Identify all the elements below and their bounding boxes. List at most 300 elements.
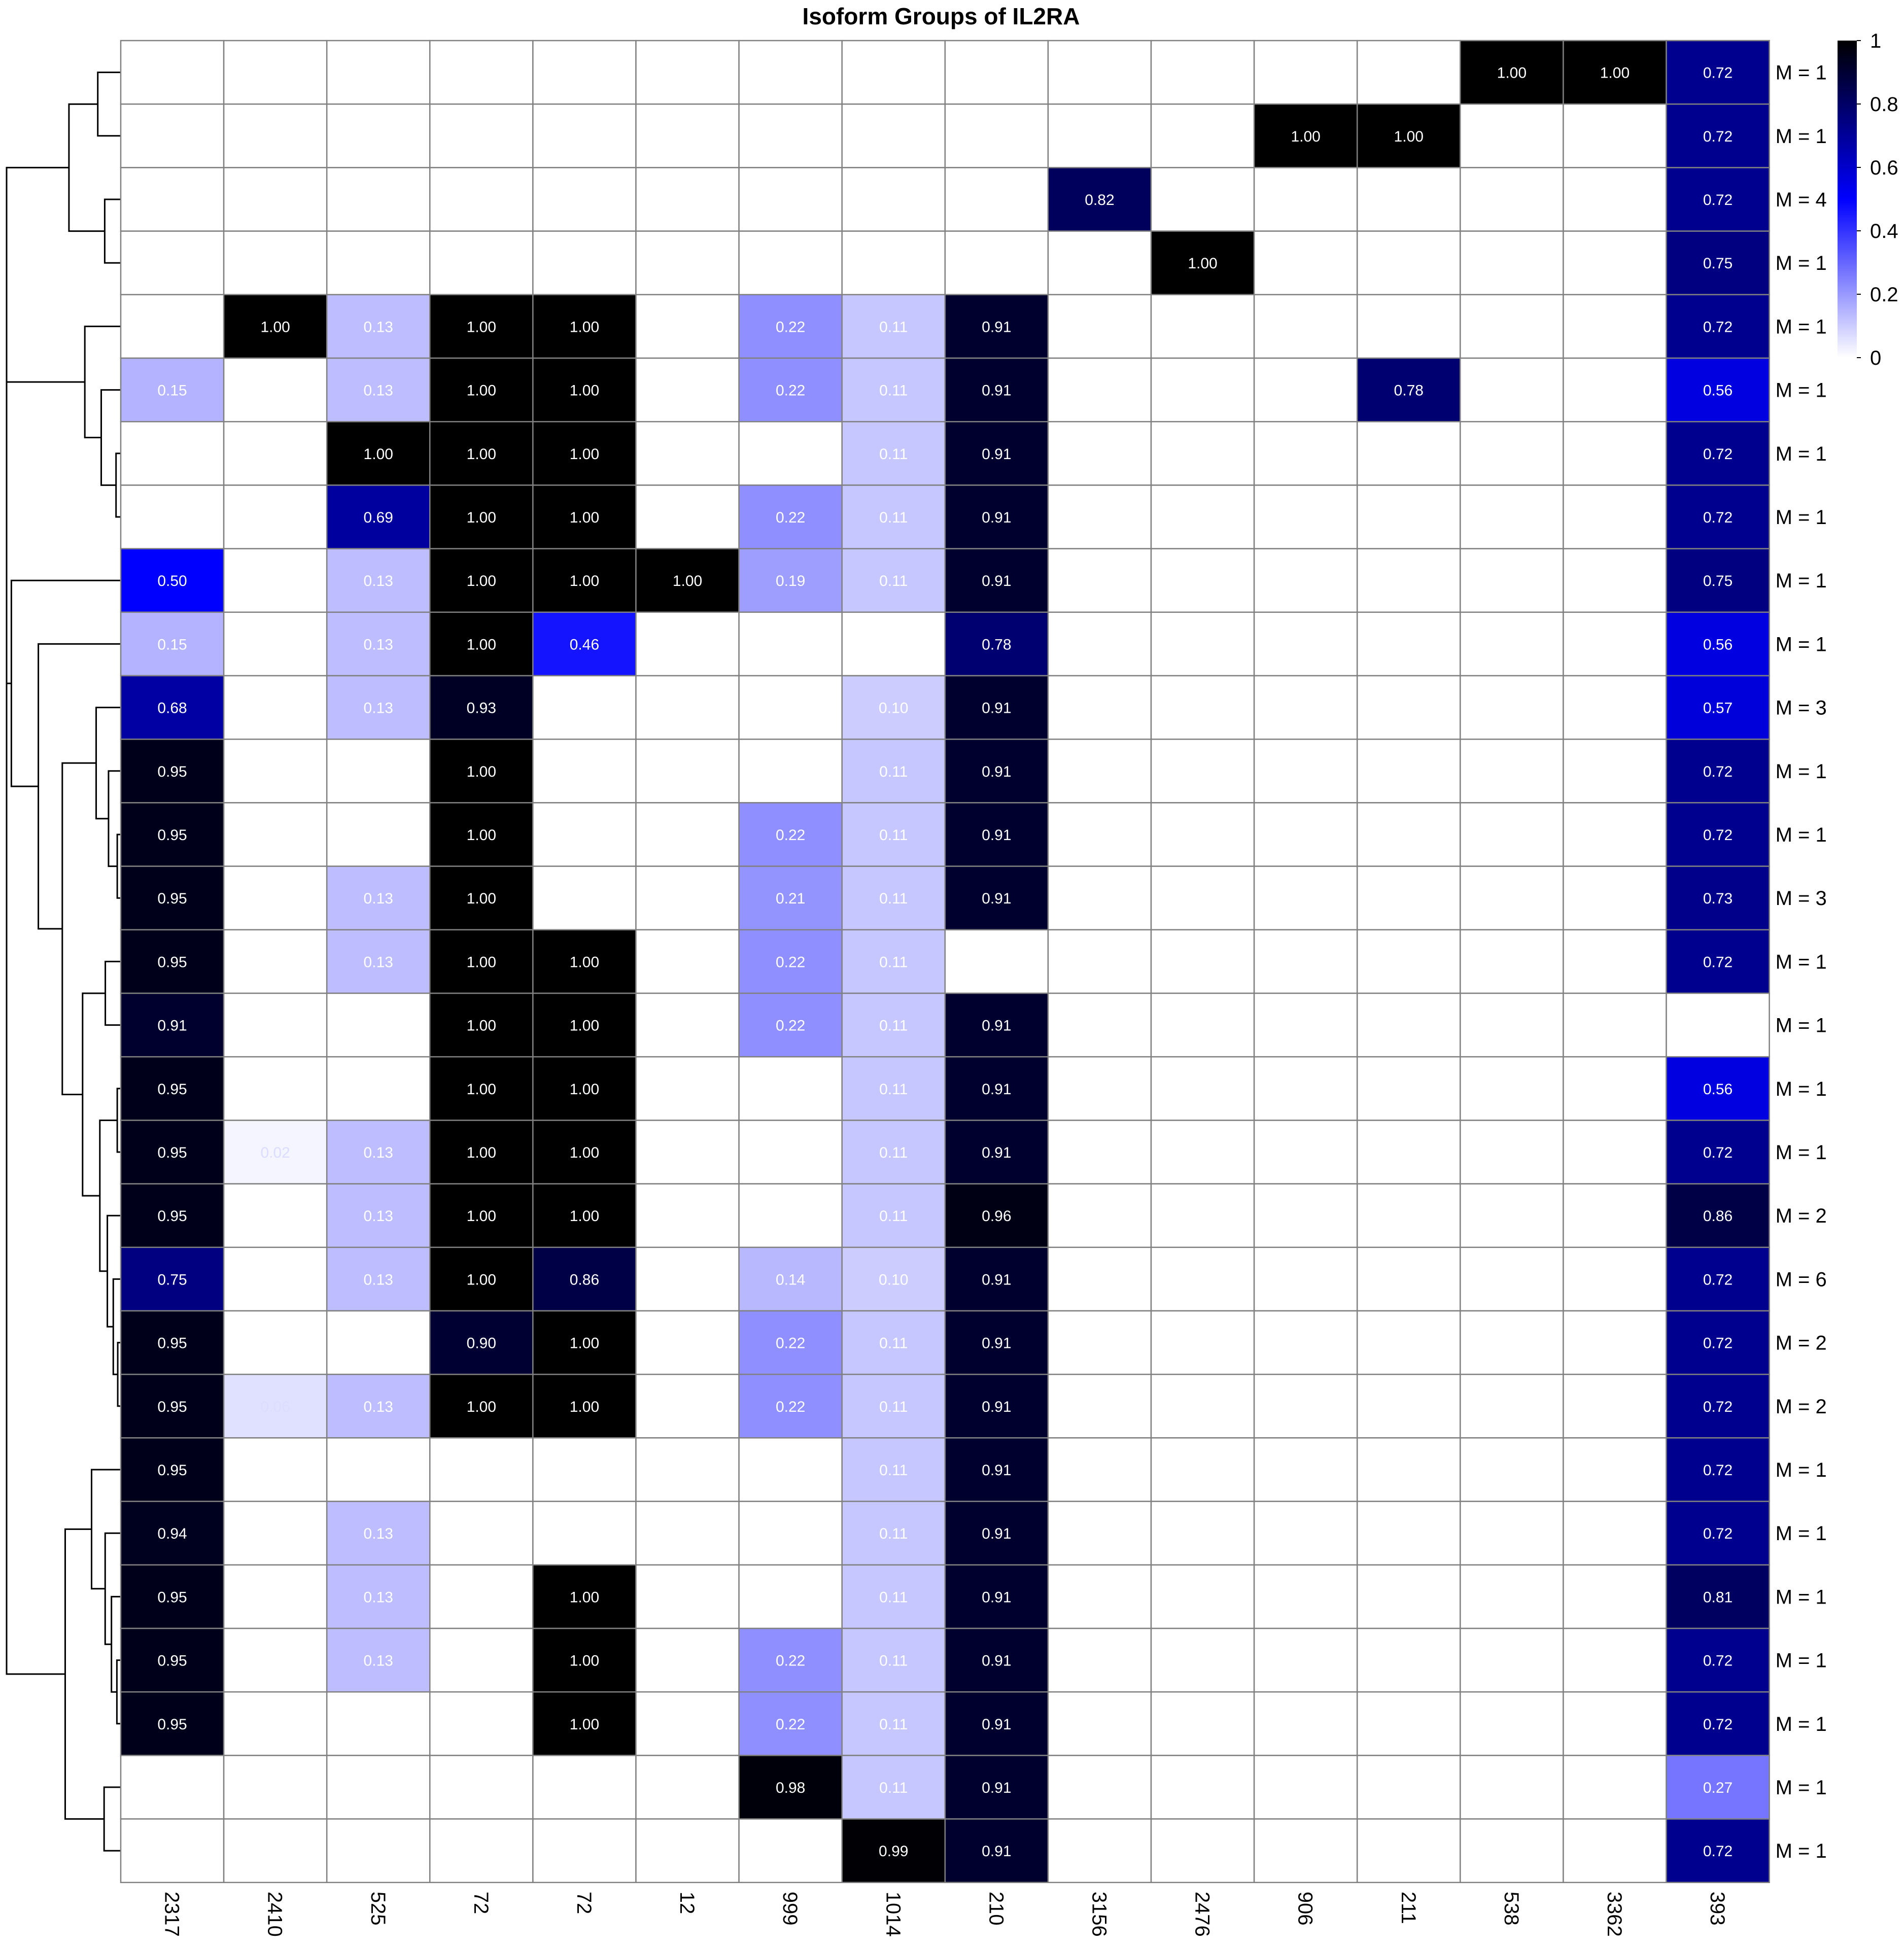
heatmap-cell bbox=[945, 167, 1048, 231]
cell-value-label: 0.22 bbox=[775, 1017, 806, 1034]
heatmap-cell bbox=[1357, 1628, 1460, 1692]
heatmap-cell bbox=[1151, 1057, 1254, 1120]
cell-value-label: 0.95 bbox=[157, 1144, 187, 1161]
heatmap-cell bbox=[1563, 1120, 1666, 1184]
heatmap-cell bbox=[1460, 549, 1563, 612]
heatmap-cell bbox=[1563, 1057, 1666, 1120]
heatmap-cell bbox=[1048, 1565, 1151, 1628]
heatmap-cell bbox=[1563, 1565, 1666, 1628]
heatmap-cell bbox=[636, 866, 739, 930]
row-label: M = 1 bbox=[1775, 1777, 1827, 1799]
heatmap-cell bbox=[1048, 358, 1151, 422]
cell-value-label: 0.78 bbox=[982, 636, 1012, 653]
heatmap-cell bbox=[636, 1438, 739, 1501]
cell-value-label: 0.72 bbox=[1703, 64, 1733, 82]
heatmap-cell bbox=[1048, 231, 1151, 295]
heatmap-cell bbox=[1563, 1247, 1666, 1311]
cell-value-label: 0.68 bbox=[157, 700, 187, 717]
cell-value-label: 0.95 bbox=[157, 1335, 187, 1352]
cell-value-label: 0.11 bbox=[879, 1462, 908, 1479]
heatmap-cell bbox=[327, 1755, 430, 1819]
heatmap-cell bbox=[533, 803, 636, 866]
heatmap-cell bbox=[1048, 1120, 1151, 1184]
dendrogram-branch bbox=[98, 73, 121, 136]
cell-value-label: 0.95 bbox=[157, 1081, 187, 1098]
heatmap-cell bbox=[1460, 993, 1563, 1057]
row-labels bbox=[1776, 62, 1827, 1863]
cell-value-label: 0.91 bbox=[982, 1398, 1012, 1415]
heatmap-cell bbox=[636, 612, 739, 676]
cell-value-label: 1.00 bbox=[569, 1335, 600, 1352]
color-legend bbox=[1838, 30, 1898, 369]
cell-value-label: 0.11 bbox=[879, 319, 908, 336]
cell-value-label: 0.11 bbox=[879, 382, 908, 399]
cell-value-label: 1.00 bbox=[466, 1017, 497, 1034]
heatmap-cell bbox=[1460, 1311, 1563, 1374]
dendrogram-branch bbox=[65, 1529, 104, 1819]
heatmap-cell bbox=[1048, 1438, 1151, 1501]
heatmap-cell bbox=[1151, 866, 1254, 930]
column-label: 1014 bbox=[882, 1891, 905, 1937]
heatmap-cell bbox=[1151, 295, 1254, 358]
column-label: 72 bbox=[572, 1891, 595, 1915]
row-label: M = 1 bbox=[1775, 379, 1827, 402]
cell-value-label: 0.56 bbox=[1703, 1081, 1733, 1098]
heatmap-cell bbox=[1563, 358, 1666, 422]
cell-value-label: 0.95 bbox=[157, 763, 187, 780]
heatmap-cell bbox=[1357, 1057, 1460, 1120]
cell-value-label: 0.11 bbox=[879, 1081, 908, 1098]
cell-value-label: 0.27 bbox=[1703, 1780, 1733, 1796]
heatmap-cell bbox=[1151, 41, 1254, 104]
heatmap-cell bbox=[739, 1438, 842, 1501]
heatmap-cell bbox=[121, 231, 224, 295]
heatmap-cell bbox=[1151, 104, 1254, 167]
heatmap-cell bbox=[1357, 295, 1460, 358]
cell-value-label: 0.78 bbox=[1394, 382, 1424, 399]
cell-value-label: 0.91 bbox=[982, 700, 1012, 717]
heatmap-cell bbox=[327, 41, 430, 104]
legend-tick-label: 0.6 bbox=[1870, 157, 1898, 179]
cell-value-label: 0.13 bbox=[363, 890, 393, 908]
heatmap-cell bbox=[533, 1755, 636, 1819]
heatmap-cell bbox=[1460, 866, 1563, 930]
heatmap-cell bbox=[1151, 1502, 1254, 1565]
cell-value-label: 0.13 bbox=[363, 954, 393, 971]
row-label: M = 1 bbox=[1775, 1077, 1827, 1100]
heatmap-cell bbox=[1151, 930, 1254, 993]
heatmap-cell bbox=[224, 1628, 327, 1692]
heatmap-cell bbox=[945, 104, 1048, 167]
dendrogram-branch bbox=[83, 993, 106, 1196]
cell-value-label: 1.00 bbox=[466, 763, 497, 780]
dendrogram-branch bbox=[105, 199, 121, 263]
cell-value-label: 0.95 bbox=[157, 1589, 187, 1606]
cell-value-label: 0.72 bbox=[1703, 1462, 1733, 1479]
cell-value-label: 0.57 bbox=[1703, 700, 1733, 717]
heatmap-cell bbox=[224, 167, 327, 231]
heatmap-cell bbox=[1357, 930, 1460, 993]
cell-value-label: 0.69 bbox=[363, 509, 393, 526]
heatmap-cell bbox=[121, 167, 224, 231]
cell-value-label: 0.15 bbox=[157, 382, 187, 399]
heatmap-cell bbox=[533, 866, 636, 930]
cell-value-label: 1.00 bbox=[1497, 64, 1527, 82]
heatmap-cell bbox=[430, 104, 533, 167]
heatmap-cell bbox=[1254, 1311, 1357, 1374]
heatmap-cell bbox=[121, 104, 224, 167]
cell-value-label: 0.81 bbox=[1703, 1589, 1733, 1606]
heatmap-cell bbox=[224, 485, 327, 548]
heatmap-cell bbox=[636, 1247, 739, 1311]
heatmap-cell bbox=[1048, 930, 1151, 993]
heatmap-cell bbox=[636, 104, 739, 167]
cell-value-label: 0.91 bbox=[982, 890, 1012, 908]
cell-value-label: 0.11 bbox=[879, 763, 908, 780]
heatmap-cell bbox=[1254, 485, 1357, 548]
cell-value-label: 0.72 bbox=[1703, 319, 1733, 336]
heatmap-cell bbox=[1667, 993, 1770, 1057]
heatmap-cell bbox=[1357, 1502, 1460, 1565]
cell-value-label: 0.11 bbox=[879, 1652, 908, 1670]
row-label: M = 1 bbox=[1775, 1586, 1827, 1609]
column-label: 999 bbox=[779, 1891, 802, 1926]
cell-value-label: 0.11 bbox=[879, 1716, 908, 1733]
heatmap-cell bbox=[1357, 866, 1460, 930]
heatmap-cell bbox=[1460, 1628, 1563, 1692]
heatmap-cell bbox=[430, 1628, 533, 1692]
heatmap-cell bbox=[1151, 549, 1254, 612]
heatmap-cell bbox=[224, 739, 327, 803]
row-label: M = 1 bbox=[1775, 442, 1827, 465]
cell-value-label: 0.13 bbox=[363, 1589, 393, 1606]
cell-value-label: 0.91 bbox=[982, 1017, 1012, 1034]
heatmap-cell bbox=[1048, 1755, 1151, 1819]
heatmap-cell bbox=[1048, 993, 1151, 1057]
heatmap-cell bbox=[636, 1755, 739, 1819]
heatmap-cell bbox=[224, 1819, 327, 1883]
heatmap-cell bbox=[327, 739, 430, 803]
dendrogram-branch bbox=[112, 1596, 121, 1692]
heatmap-cell bbox=[430, 1502, 533, 1565]
heatmap-cell bbox=[224, 866, 327, 930]
heatmap-cell bbox=[1460, 1374, 1563, 1438]
cell-value-label: 1.00 bbox=[466, 827, 497, 844]
heatmap-cell bbox=[224, 993, 327, 1057]
heatmap-cell bbox=[1254, 612, 1357, 676]
heatmap-cell bbox=[1563, 1819, 1666, 1883]
heatmap-cell bbox=[1151, 1374, 1254, 1438]
cell-value-label: 0.95 bbox=[157, 890, 187, 908]
heatmap-cell bbox=[533, 739, 636, 803]
heatmap-cell bbox=[1254, 1438, 1357, 1501]
heatmap-cell bbox=[945, 41, 1048, 104]
cell-value-label: 0.94 bbox=[157, 1525, 187, 1543]
cell-value-label: 1.00 bbox=[1188, 255, 1218, 272]
heatmap-cell bbox=[1151, 358, 1254, 422]
heatmap-cell bbox=[430, 41, 533, 104]
column-label: 210 bbox=[985, 1891, 1008, 1926]
heatmap-cell bbox=[636, 1819, 739, 1883]
row-label: M = 1 bbox=[1775, 951, 1827, 974]
heatmap-cell bbox=[1563, 1502, 1666, 1565]
heatmap-cell bbox=[1254, 1120, 1357, 1184]
cell-value-label: 1.00 bbox=[466, 1271, 497, 1289]
heatmap-cell bbox=[1151, 739, 1254, 803]
heatmap-cell bbox=[1048, 1692, 1151, 1755]
heatmap-cell bbox=[1151, 676, 1254, 739]
heatmap-cell bbox=[1563, 993, 1666, 1057]
cell-value-label: 0.22 bbox=[775, 382, 806, 399]
cell-value-label: 0.22 bbox=[775, 1335, 806, 1352]
heatmap-cell bbox=[1048, 739, 1151, 803]
cell-value-label: 0.91 bbox=[982, 319, 1012, 336]
heatmap-cell bbox=[224, 930, 327, 993]
heatmap-cell bbox=[1357, 1819, 1460, 1883]
heatmap-cell bbox=[1563, 1438, 1666, 1501]
heatmap-cell bbox=[636, 167, 739, 231]
cell-value-label: 0.72 bbox=[1703, 1271, 1733, 1289]
dendrogram-branch bbox=[108, 1215, 121, 1327]
cell-value-label: 1.00 bbox=[466, 636, 497, 653]
cell-value-label: 0.95 bbox=[157, 1462, 187, 1479]
heatmap-cell bbox=[1460, 1692, 1563, 1755]
column-label: 525 bbox=[366, 1891, 389, 1926]
cell-value-label: 0.11 bbox=[879, 954, 908, 971]
cell-value-label: 0.91 bbox=[982, 1144, 1012, 1161]
heatmap-cell bbox=[1460, 612, 1563, 676]
heatmap-cell bbox=[430, 167, 533, 231]
heatmap-cell bbox=[224, 1565, 327, 1628]
cell-value-label: 0.96 bbox=[982, 1208, 1012, 1225]
heatmap-cell bbox=[1048, 1502, 1151, 1565]
heatmap-cell bbox=[1254, 1565, 1357, 1628]
column-labels bbox=[161, 1892, 1729, 1937]
heatmap-cell bbox=[1460, 358, 1563, 422]
heatmap-cell bbox=[224, 1311, 327, 1374]
column-label: 72 bbox=[469, 1891, 492, 1915]
heatmap-cell bbox=[533, 167, 636, 231]
heatmap-cell bbox=[1151, 1184, 1254, 1247]
cell-value-label: 0.91 bbox=[982, 1525, 1012, 1543]
cell-value-label: 0.56 bbox=[1703, 636, 1733, 653]
heatmap-cell bbox=[327, 803, 430, 866]
heatmap-cell bbox=[224, 422, 327, 485]
cell-value-label: 0.50 bbox=[157, 573, 187, 590]
heatmap-cell bbox=[533, 1438, 636, 1501]
row-label: M = 1 bbox=[1775, 570, 1827, 593]
cell-value-label: 0.11 bbox=[879, 1780, 908, 1796]
heatmap-cell bbox=[1563, 930, 1666, 993]
cell-value-label: 0.15 bbox=[157, 636, 187, 653]
cell-value-label: 0.98 bbox=[775, 1780, 806, 1796]
heatmap-cell bbox=[1254, 1057, 1357, 1120]
cell-value-label: 1.00 bbox=[466, 954, 497, 971]
heatmap-cell bbox=[1357, 1692, 1460, 1755]
cell-value-label: 0.46 bbox=[569, 636, 600, 653]
heatmap-cell bbox=[327, 1311, 430, 1374]
cell-value-label: 0.99 bbox=[879, 1843, 909, 1860]
cell-value-label: 0.90 bbox=[466, 1335, 497, 1352]
legend-colorbar bbox=[1838, 41, 1857, 358]
row-label: M = 1 bbox=[1775, 1522, 1827, 1545]
heatmap-cell bbox=[1254, 993, 1357, 1057]
heatmap-cell bbox=[1563, 1628, 1666, 1692]
heatmap-cell bbox=[121, 1755, 224, 1819]
cell-value-label: 0.91 bbox=[982, 509, 1012, 526]
cell-value-label: 0.13 bbox=[363, 1525, 393, 1543]
column-label: 3156 bbox=[1088, 1891, 1111, 1937]
heatmap-cell bbox=[636, 1311, 739, 1374]
dendrogram-branch bbox=[101, 390, 121, 485]
row-label: M = 3 bbox=[1775, 697, 1827, 719]
heatmap-cell bbox=[121, 41, 224, 104]
cell-value-label: 1.00 bbox=[466, 319, 497, 336]
heatmap-cell bbox=[430, 1565, 533, 1628]
cell-value-label: 0.72 bbox=[1703, 1843, 1733, 1860]
heatmap-cell bbox=[1151, 1120, 1254, 1184]
cell-value-label: 0.19 bbox=[775, 573, 806, 590]
cell-value-label: 1.00 bbox=[466, 890, 497, 908]
heatmap-cell bbox=[1563, 676, 1666, 739]
cell-value-label: 1.00 bbox=[466, 1208, 497, 1225]
heatmap-cell bbox=[1048, 104, 1151, 167]
heatmap-cell bbox=[327, 167, 430, 231]
heatmap-cell bbox=[224, 104, 327, 167]
row-label: M = 1 bbox=[1775, 1141, 1827, 1164]
heatmap-cell bbox=[1460, 739, 1563, 803]
heatmap-cell bbox=[533, 1502, 636, 1565]
heatmap-cell bbox=[1048, 295, 1151, 358]
dendrogram-branch bbox=[69, 104, 105, 231]
cell-value-label: 0.91 bbox=[982, 1843, 1012, 1860]
cell-value-label: 0.95 bbox=[157, 954, 187, 971]
dendrogram-branch bbox=[7, 382, 85, 683]
chart-title: Isoform Groups of IL2RA bbox=[802, 3, 1080, 29]
heatmap-cell bbox=[1460, 1819, 1563, 1883]
legend-tick-label: 0 bbox=[1870, 347, 1882, 369]
heatmap-cell bbox=[1357, 1120, 1460, 1184]
heatmap-cell bbox=[1460, 930, 1563, 993]
cell-value-label: 0.75 bbox=[157, 1271, 187, 1289]
heatmap-cell bbox=[739, 1502, 842, 1565]
cell-value-label: 0.95 bbox=[157, 827, 187, 844]
cell-value-label: 0.72 bbox=[1703, 445, 1733, 463]
dendrogram-branch bbox=[85, 326, 121, 437]
heatmap-cell bbox=[1048, 1057, 1151, 1120]
cell-value-label: 0.72 bbox=[1703, 509, 1733, 526]
heatmap-cell bbox=[1357, 739, 1460, 803]
heatmap-cell bbox=[1460, 104, 1563, 167]
heatmap-cell bbox=[1048, 866, 1151, 930]
heatmap-cell bbox=[1254, 866, 1357, 930]
row-label: M = 1 bbox=[1775, 760, 1827, 783]
cell-value-label: 0.75 bbox=[1703, 573, 1733, 590]
heatmap-cell bbox=[636, 295, 739, 358]
cell-value-label: 0.91 bbox=[157, 1017, 187, 1034]
heatmap-cell bbox=[636, 41, 739, 104]
dendrogram-branch bbox=[11, 580, 121, 786]
heatmap-cell bbox=[1563, 803, 1666, 866]
dendrogram-branch bbox=[105, 1533, 121, 1644]
cell-value-label: 0.95 bbox=[157, 1716, 187, 1733]
cell-value-label: 1.00 bbox=[466, 445, 497, 463]
heatmap-cell bbox=[1460, 676, 1563, 739]
heatmap-cell bbox=[1254, 167, 1357, 231]
heatmap-cell bbox=[1254, 1692, 1357, 1755]
row-dendrogram bbox=[7, 73, 121, 1851]
heatmap-cell bbox=[430, 1438, 533, 1501]
heatmap-cell bbox=[1151, 1565, 1254, 1628]
cell-value-label: 0.91 bbox=[982, 1081, 1012, 1098]
cell-value-label: 0.11 bbox=[879, 509, 908, 526]
cell-value-label: 0.13 bbox=[363, 636, 393, 653]
column-label: 12 bbox=[676, 1891, 699, 1915]
heatmap-cell bbox=[636, 231, 739, 295]
heatmap-cell bbox=[1048, 676, 1151, 739]
row-label: M = 1 bbox=[1775, 824, 1827, 846]
cell-value-label: 0.72 bbox=[1703, 1652, 1733, 1670]
cell-value-label: 0.13 bbox=[363, 382, 393, 399]
cell-value-label: 1.00 bbox=[569, 1652, 600, 1670]
dendrogram-branch bbox=[91, 1470, 121, 1589]
cell-value-label: 0.11 bbox=[879, 445, 908, 463]
cell-value-label: 1.00 bbox=[569, 1144, 600, 1161]
row-label: M = 1 bbox=[1775, 1840, 1827, 1863]
heatmap-cell bbox=[739, 104, 842, 167]
heatmap-cell bbox=[1048, 1819, 1151, 1883]
dendrogram-branch bbox=[62, 763, 96, 1094]
heatmap-cell bbox=[1357, 1374, 1460, 1438]
cell-value-label: 0.11 bbox=[879, 890, 908, 908]
heatmap-cell bbox=[224, 41, 327, 104]
heatmap-cells bbox=[121, 41, 1770, 1883]
cell-value-label: 0.11 bbox=[879, 573, 908, 590]
cell-value-label: 0.73 bbox=[1703, 890, 1733, 908]
heatmap-cell bbox=[636, 930, 739, 993]
heatmap-cell bbox=[945, 930, 1048, 993]
heatmap-cell bbox=[1254, 1628, 1357, 1692]
heatmap-cell bbox=[1460, 295, 1563, 358]
heatmap-cell bbox=[1460, 1057, 1563, 1120]
column-label: 906 bbox=[1294, 1891, 1317, 1926]
heatmap-cell bbox=[224, 1692, 327, 1755]
legend-tick-label: 0.2 bbox=[1870, 284, 1898, 306]
cell-value-label: 0.13 bbox=[363, 573, 393, 590]
cell-value-label: 0.11 bbox=[879, 1525, 908, 1543]
heatmap-cell bbox=[1254, 1502, 1357, 1565]
heatmap-cell bbox=[1254, 1374, 1357, 1438]
cell-value-label: 0.10 bbox=[879, 700, 909, 717]
cell-value-label: 0.22 bbox=[775, 1652, 806, 1670]
heatmap-cell bbox=[1254, 1755, 1357, 1819]
row-label: M = 1 bbox=[1775, 61, 1827, 84]
cell-value-label: 1.00 bbox=[1600, 64, 1630, 82]
cell-value-label: 0.13 bbox=[363, 1208, 393, 1225]
heatmap-cell bbox=[1563, 422, 1666, 485]
cell-value-label: 0.86 bbox=[569, 1271, 600, 1289]
heatmap-cell bbox=[430, 1692, 533, 1755]
heatmap-cell bbox=[1563, 1311, 1666, 1374]
heatmap-cell bbox=[1254, 549, 1357, 612]
heatmap-cell bbox=[327, 231, 430, 295]
heatmap-cell bbox=[1563, 866, 1666, 930]
row-label: M = 1 bbox=[1775, 1713, 1827, 1735]
cell-value-label: 1.00 bbox=[569, 954, 600, 971]
cell-value-label: 0.22 bbox=[775, 827, 806, 844]
row-label: M = 2 bbox=[1775, 1205, 1827, 1228]
heatmap-cell bbox=[1151, 612, 1254, 676]
